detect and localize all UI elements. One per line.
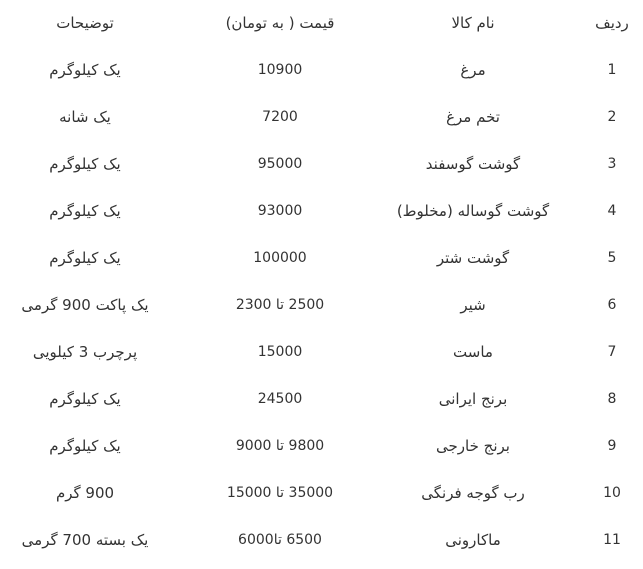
row-name: گوشت گوساله (مخلوط) [396,202,550,220]
table-row [0,376,643,423]
row-name: برنج خارجی [436,437,510,455]
row-description: یک کیلوگرم [49,155,121,173]
row-price: 35000 تا 15000 [226,485,334,501]
row-name: برنج ایرانی [438,390,508,408]
header-description: توضیحات [56,14,114,32]
table-row [0,94,643,141]
row-name: شیر [460,296,486,314]
row-description: پرچرب 3 کیلویی [32,343,138,361]
row-price: 6500 تا6000 [238,532,322,548]
row-price: 95000 [257,156,303,172]
row-name: ماست [453,343,493,361]
table-row [0,470,643,517]
row-name: تخم مرغ [446,108,500,126]
row-index: 10 [603,485,621,501]
row-index: 7 [607,344,617,360]
table-row [0,235,643,282]
table-row [0,141,643,188]
row-name: گوشت شتر [436,249,510,267]
row-description: یک کیلوگرم [49,202,121,220]
table-row [0,517,643,564]
row-description: یک کیلوگرم [49,437,121,455]
row-index: 6 [607,297,617,313]
row-index: 5 [607,250,617,266]
table-header-row [0,0,643,47]
row-price: 7200 [262,109,298,125]
row-description: یک شانه [59,108,111,126]
table-row [0,423,643,470]
table-row [0,188,643,235]
row-price: 2500 تا 2300 [235,297,325,313]
row-price: 100000 [253,250,307,266]
row-index: 11 [603,532,621,548]
row-index: 2 [607,109,617,125]
row-description: یک بسته 700 گرمی [21,531,149,549]
row-index: 8 [607,391,617,407]
row-description: یک کیلوگرم [49,390,121,408]
header-name: نام کالا [451,14,495,32]
row-name: رب گوجه فرنگی [421,484,525,502]
row-name: گوشت گوسفند [425,155,521,173]
row-price: 24500 [257,391,303,407]
row-description: یک کیلوگرم [49,249,121,267]
row-description: 900 گرم [55,484,115,502]
row-index: 1 [607,62,617,78]
table-row [0,282,643,329]
row-index: 3 [607,156,617,172]
row-name: ماکارونی [445,531,501,549]
row-price: 15000 [257,344,303,360]
row-price: 9800 تا 9000 [235,438,325,454]
row-index: 9 [607,438,617,454]
header-price: قیمت ( به تومان) [225,14,335,32]
row-description: یک کیلوگرم [49,61,121,79]
header-index: ردیف [595,14,629,32]
table-row [0,329,643,376]
row-name: مرغ [460,61,486,79]
table-row [0,47,643,94]
row-price: 93000 [257,203,303,219]
row-description: یک پاکت 900 گرمی [21,296,149,314]
row-price: 10900 [257,62,303,78]
row-index: 4 [607,203,617,219]
